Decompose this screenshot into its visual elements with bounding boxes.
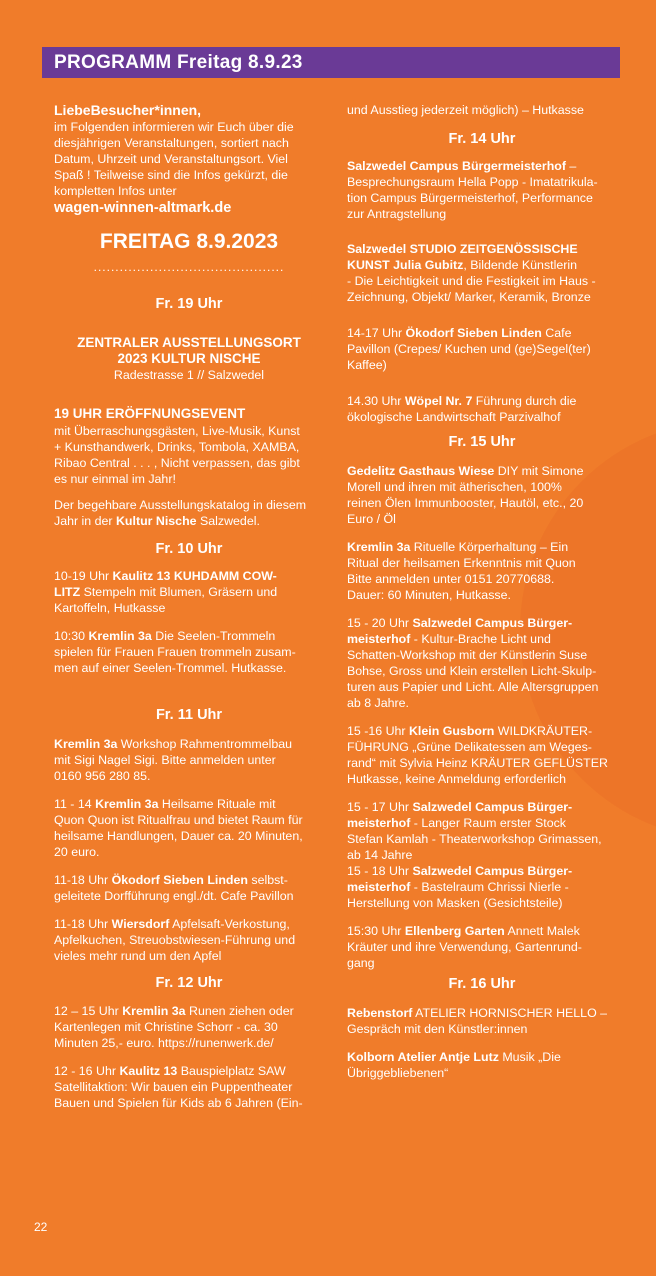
hour-heading-19: Fr. 19 Uhr (155, 296, 223, 312)
dotted-divider: ............................................ (93, 260, 285, 274)
event-rebenstorf: Rebenstorf ATELIER HORNISCHER HELLO – Gespräch mit den Künstler:innen (347, 1006, 608, 1036)
event-apfelsaft: 11-18 Uhr Wiersdorf Apfelsaft-Verkostung, Apfelkuchen, Streuobstwiesen-Führung und vieles mehr rund um den Apfel (54, 917, 296, 963)
right-column (347, 102, 617, 1081)
venue-line1: ZENTRALER AUSSTELLUNGSORT (77, 335, 301, 350)
page-number: 22 (34, 1220, 48, 1234)
event-licht-schatten: 15 - 20 Uhr Salzwedel Campus Bürger- meisterhof - Kultur-Brache Licht und Schatten-Workshop mit der Künstlerin Suse Bohse, Gross und Klein erstellen Licht-Skulp- turen aus Papier und Licht. Alle Altersgruppen ab 8 Jahre. (347, 616, 599, 710)
event-studio-gubitz: Salzwedel STUDIO ZEITGENÖSSISCHE KUNST Julia Gubitz, Bildende Künstlerin - Die Leichtigkeit und die Festigkeit im Haus - Zeichnung, Objekt/ Marker, Keramik, Bronze (347, 242, 596, 304)
event-masken: 15 - 18 Uhr Salzwedel Campus Bürger- meisterhof - Bastelraum Chrissi Nierle - Herstellung von Masken (Gesichtsteile) (347, 864, 573, 910)
program-banner (42, 47, 620, 78)
venue-block (54, 335, 324, 383)
event-bauspielplatz: 12 - 16 Uhr Kaulitz 13 Bauspielplatz SAW Satellitaktion: Wir bauen ein Puppentheater Bauen und Spielen für Kids ab 6 Jahren (Ein- (54, 1064, 303, 1110)
opening-text: mit Überraschungsgästen, Live-Musik, Kunst + Kunsthandwerk, Drinks, Tombola, XAMBA, Ribao Central . . . , Nicht verpassen, das gibt es nur einmal im Jahr! (54, 424, 300, 486)
event-gasthaus-wiese: Gedelitz Gasthaus Wiese DIY mit Simone Morell und ihren mit ätherischen, 100% reinen Ölen Immunbooster, Hautöl, etc., 20 Euro / Öl (347, 464, 584, 526)
banner-title: PROGRAMM Freitag 8.9.23 (54, 52, 303, 73)
day-title: FREITAG 8.9.2023 (99, 230, 279, 253)
intro-text: im Folgenden informieren wir Euch über die diesjährigen Veranstaltungen, sortiert nach Datum, Uhrzeit und Veranstaltungsort. Viel Spaß ! Teilweise sind die Infos gekürzt, die kompletten Infos unter (54, 120, 294, 198)
greeting: LiebeBesucher*innen, (54, 102, 202, 118)
event-runen: 12 – 15 Uhr Kremlin 3a Runen ziehen oder Kartenlegen mit Christine Schorr - ca. 30 Minuten 25,- euro. https://runenwerk.de/ (54, 1004, 294, 1050)
opening-title: 19 UHR ERÖFFNUNGSEVENT (54, 406, 246, 421)
event-dorffuehrung: 11-18 Uhr Ökodorf Sieben Linden selbst- geleitete Dorfführung engl./dt. Cafe Pavillon (54, 873, 294, 903)
event-cafe-pavillon: 14-17 Uhr Ökodorf Sieben Linden Cafe Pavillon (Crepes/ Kuchen und (ge)Segel(ter) Kaffee) (347, 326, 591, 372)
hour-heading-11: Fr. 11 Uhr (155, 707, 223, 723)
website-link[interactable]: wagen-winnen-altmark.de (54, 200, 232, 216)
event-campus-besprechungsraum: Salzwedel Campus Bürgermeisterhof – Besprechungsraum Hella Popp - Imatatrikula- tion Campus Bürgermeisterhof, Performance zur Antragstellung (347, 159, 598, 221)
event-grimassen: 15 - 17 Uhr Salzwedel Campus Bürger- meisterhof - Langer Raum erster Stock Stefan Kamlah - Theaterworkshop Grimassen, ab 14 Jahre (347, 800, 602, 862)
hour-heading-10: Fr. 10 Uhr (155, 541, 223, 557)
event-koerperhaltung: Kremlin 3a Rituelle Körperhaltung – Ein Ritual der heilsamen Erkenntnis mit Quon Bitte anmelden unter 0151 20770688. Dauer: 60 Minuten, Hutkasse. (347, 540, 576, 602)
hour-heading-12: Fr. 12 Uhr (155, 975, 223, 991)
event-bauspielplatz-cont: und Ausstieg jederzeit möglich) – Hutkasse (347, 103, 584, 117)
event-seelen-trommeln: 10:30 Kremlin 3a Die Seelen-Trommeln spielen für Frauen Frauen trommeln zusam- men auf einer Seelen-Trommel. Hutkasse. (54, 629, 296, 675)
left-column (54, 102, 324, 1111)
hour-heading-16: Fr. 16 Uhr (448, 976, 516, 992)
event-kolborn: Kolborn Atelier Antje Lutz Musik „Die Übriggebliebenen“ (347, 1050, 561, 1080)
event-wildkraeuter: 15 -16 Uhr Klein Gusborn WILDKRÄUTER- FÜHRUNG „Grüne Delikatessen am Weges- rand“ mit Sylvia Heinz KRÄUTER GEFLÜSTER Hutkasse, keine Anmeldung erforderlich (347, 724, 608, 786)
venue-address: Radestrasse 1 // Salzwedel (113, 368, 265, 382)
event-heilsame-rituale: 11 - 14 Kremlin 3a Heilsame Rituale mit Quon Quon ist Ritualfrau und bietet Raum für heilsame Handlungen, Dauer ca. 20 Minuten, 20 euro. (54, 797, 303, 859)
venue-line2: 2023 KULTUR NISCHE (117, 351, 261, 366)
hour-heading-14: Fr. 14 Uhr (448, 131, 516, 147)
opening-event (54, 405, 324, 529)
event-rahmentrommelbau: Kremlin 3a Workshop Rahmentrommelbau mit Sigi Nagel Sigi. Bitte anmelden unter 0160 956 280 85. (54, 737, 293, 783)
event-kaulitz-kuhdamm: 10-19 Uhr Kaulitz 13 KUHDAMM COW- LITZ Stempeln mit Blumen, Gräsern und Kartoffeln, Hutkasse (54, 569, 278, 615)
hour-heading-15: Fr. 15 Uhr (448, 434, 516, 450)
event-woepel: 14.30 Uhr Wöpel Nr. 7 Führung durch die ökologische Landwirtschaft Parzivalhof (347, 394, 577, 424)
catalog-text: Der begehbare Ausstellungskatalog in diesem Jahr in der Kultur Nische Salzwedel. (54, 498, 307, 528)
event-ellenberg-garten: 15:30 Uhr Ellenberg Garten Annett Malek Kräuter und ihre Verwendung, Gartenrund- gang (347, 924, 582, 970)
